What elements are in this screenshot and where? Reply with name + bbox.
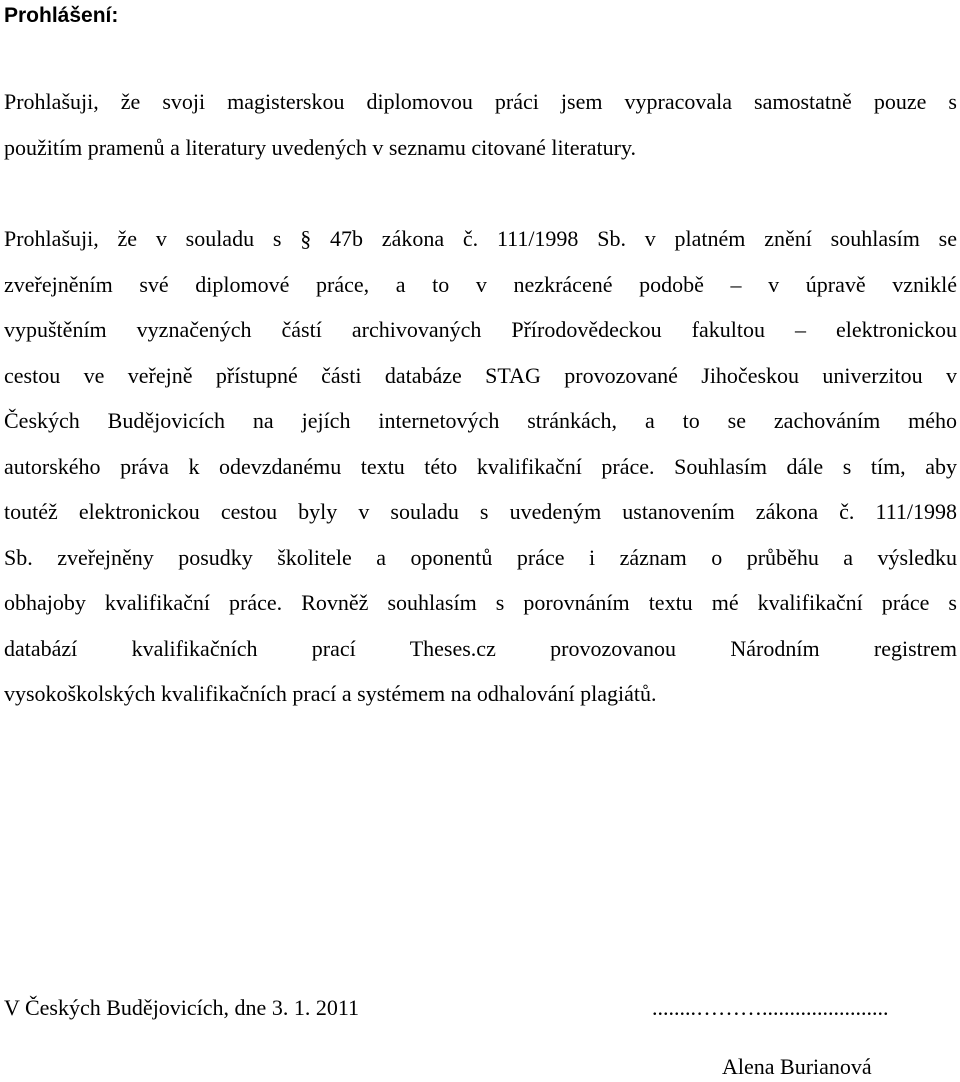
paragraph-line: toutéž elektronickou cestou byly v souladu s uvedeným ustanovením zákona č. 111/1998 (4, 499, 957, 524)
declaration-paragraph-publication (4, 216, 957, 717)
place-and-date: V Českých Budějovicích, dne 3. 1. 2011 (4, 995, 360, 1020)
declaration-paragraph-authorship (4, 79, 957, 170)
paragraph-line: Prohlašuji, že v souladu s § 47b zákona č. 111/1998 Sb. v platném znění souhlasím se (4, 226, 957, 251)
paragraph-line: databází kvalifikačních prací Theses.cz provozovanou Národním registrem (4, 635, 957, 661)
paragraph-line: obhajoby kvalifikační práce. Rovněž souhlasím s porovnáním textu mé kvalifikační práce s (4, 590, 957, 615)
page-title (4, 2, 118, 30)
page-title-colon: : (111, 4, 119, 27)
paragraph-line: zveřejněním své diplomové práce, a to v nezkrácené podobě – v úpravě vzniklé (4, 271, 957, 297)
paragraph-line: autorského práva k odevzdanému textu této kvalifikační práce. Souhlasím dále s tím, aby (4, 453, 957, 479)
paragraph-line: cestou ve veřejně přístupné části databáze STAG provozované Jihočeskou univerzitou v (4, 362, 957, 388)
paragraph-line: použitím pramenů a literatury uvedených v seznamu citované literatury. (4, 134, 637, 160)
paragraph-line: Prohlašuji, že svoji magisterskou diplomovou práci jsem vypracovala samostatně pouze s (4, 89, 957, 114)
paragraph-line: Sb. zveřejněny posudky školitele a oponentů práce i záznam o průběhu a výsledku (4, 544, 957, 570)
paragraph-line: vysokoškolských kvalifikačních prací a systémem na odhalování plagiátů. (4, 681, 657, 706)
page-title-text: Prohlášení (4, 4, 112, 27)
signature-line: ........………....................... (652, 995, 889, 1020)
author-name: Alena Burianová (722, 1054, 872, 1079)
paragraph-line: vypuštěním vyznačených částí archivovaných Přírodovědeckou fakultou – elektronickou (4, 317, 957, 342)
paragraph-line: Českých Budějovicích na jejích internetových stránkách, a to se zachováním mého (4, 408, 957, 433)
